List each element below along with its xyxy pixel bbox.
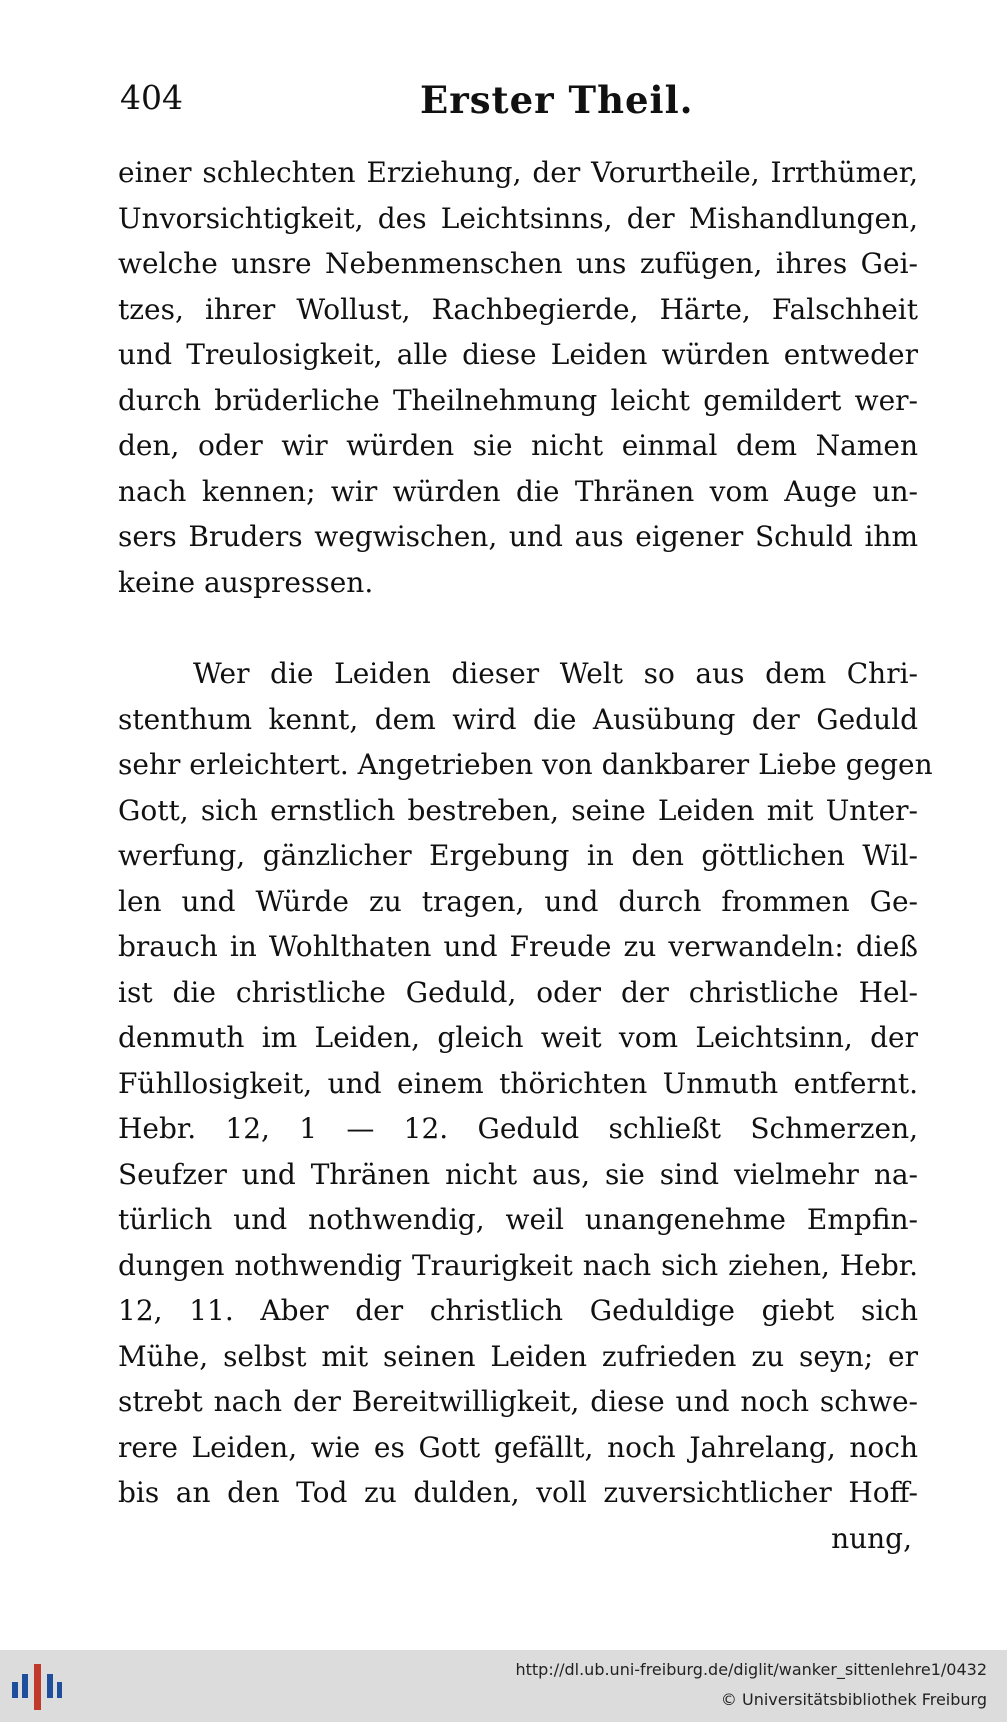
- text-line: türlich und nothwendig, weil unangenehme Empfin-: [118, 1203, 918, 1236]
- text-line: durch brüderliche Theilnehmung leicht gemildert wer-: [118, 383, 918, 417]
- text-line: denmuth im Leiden, gleich weit vom Leichtsinn, der: [118, 1021, 918, 1054]
- paragraph-gap: [118, 605, 918, 651]
- page-header: [120, 78, 920, 128]
- text-line: ist die christliche Geduld, oder der christliche Hel-: [118, 975, 918, 1009]
- text-line: rere Leiden, wie es Gott gefällt, noch Jahrelang, noch: [118, 1430, 918, 1464]
- text-line: werfung, gänzlicher Ergebung in den göttlichen Wil-: [118, 839, 918, 872]
- text-line: stenthum kennt, dem wird die Ausübung der Geduld: [118, 702, 918, 736]
- text-line: einer schlechten Erziehung, der Vorurtheile, Irrthümer,: [118, 156, 918, 189]
- text-line: dungen nothwendig Traurigkeit nach sich ziehen, Hebr.: [118, 1248, 918, 1282]
- page-number: 404: [120, 78, 183, 117]
- text-line: len und Würde zu tragen, und durch frommen Ge-: [118, 884, 918, 918]
- text-line: Mühe, selbst mit seinen Leiden zufrieden zu seyn; er: [118, 1339, 918, 1373]
- text-line: Gott, sich ernstlich bestreben, seine Leiden mit Unter-: [118, 793, 918, 827]
- ub-freiburg-logo-icon: [12, 1664, 62, 1710]
- text-line: brauch in Wohlthaten und Freude zu verwandeln: dieß: [118, 930, 918, 963]
- text-line: Unvorsichtigkeit, des Leichtsinns, der Mishandlungen,: [118, 201, 918, 235]
- source-url-link[interactable]: http://dl.ub.uni-freiburg.de/diglit/wanker_sittenlehre1/0432: [515, 1660, 987, 1679]
- catchword: nung,: [831, 1521, 912, 1555]
- text-line: Hebr. 12, 1 — 12. Geduld schließt Schmerzen,: [118, 1112, 918, 1145]
- text-line: sers Bruders wegwischen, und aus eigener Schuld ihm: [118, 520, 918, 553]
- text-line: bis an den Tod zu dulden, voll zuversichtlicher Hoff-: [118, 1476, 918, 1509]
- text-line: strebt nach der Bereitwilligkeit, diese und noch schwe-: [118, 1385, 918, 1418]
- text-line: Seufzer und Thränen nicht aus, sie sind vielmehr na-: [118, 1157, 918, 1191]
- text-line: Wer die Leiden dieser Welt so aus dem Chri-: [193, 657, 918, 690]
- text-line: und Treulosigkeit, alle diese Leiden würden entweder: [118, 338, 918, 371]
- text-line: tzes, ihrer Wollust, Rachbegierde, Härte, Falschheit: [118, 292, 918, 326]
- text-line: nach kennen; wir würden die Thränen vom Auge un-: [118, 474, 918, 508]
- text-line: Fühllosigkeit, und einem thörichten Unmuth entfernt.: [118, 1066, 918, 1100]
- text-line: keine auspressen.: [118, 565, 374, 599]
- text-line: 12, 11. Aber der christlich Geduldige giebt sich: [118, 1294, 918, 1327]
- running-title: Erster Theil.: [420, 78, 694, 122]
- paragraph-1: [118, 150, 918, 605]
- body-text: [118, 150, 933, 1561]
- copyright-notice: © Universitätsbibliothek Freiburg: [720, 1690, 987, 1709]
- text-line: welche unsre Nebenmenschen uns zufügen, ihres Gei-: [118, 247, 918, 280]
- text-line: den, oder wir würden sie nicht einmal dem Namen: [118, 429, 918, 462]
- paragraph-2: [118, 651, 933, 1516]
- footer-bar: [0, 1650, 1007, 1722]
- text-line: sehr erleichtert. Angetrieben von dankbarer Liebe gegen: [118, 748, 933, 781]
